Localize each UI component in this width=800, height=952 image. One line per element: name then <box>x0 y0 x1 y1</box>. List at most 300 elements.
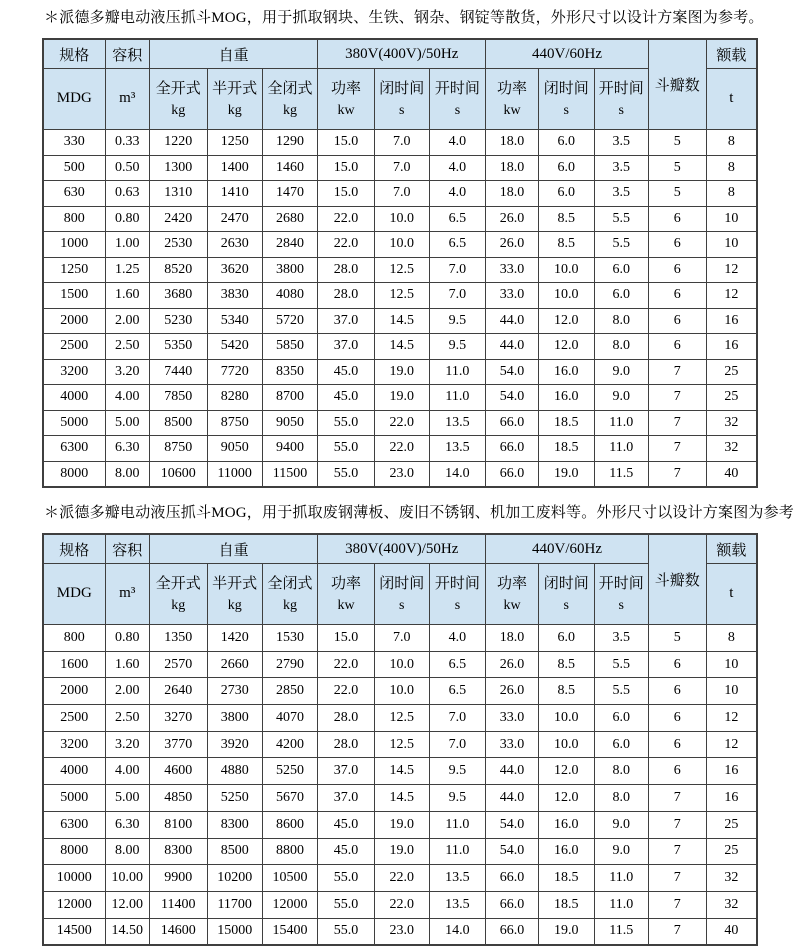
header-440v-60hz: 440V/60Hz <box>486 39 649 69</box>
table-cell: 5.5 <box>594 206 648 232</box>
table-cell: 10600 <box>149 461 207 487</box>
table-row <box>43 410 757 436</box>
table-cell: 26.0 <box>486 232 539 258</box>
table-cell: 5850 <box>262 334 318 360</box>
table-cell: 6.0 <box>538 130 594 156</box>
table-cell: 18.5 <box>538 436 594 462</box>
table-cell: 1300 <box>149 155 207 181</box>
table-cell: 12000 <box>43 891 105 918</box>
table-cell: 0.80 <box>105 625 149 652</box>
table-cell: 12.5 <box>374 257 429 283</box>
table-cell: 15000 <box>207 918 262 945</box>
table-cell: 45.0 <box>318 811 374 838</box>
table-cell: 4.0 <box>429 130 485 156</box>
table-cell: 11.0 <box>594 436 648 462</box>
table-cell: 66.0 <box>486 865 539 892</box>
table-cell: 15.0 <box>318 181 374 207</box>
table-cell: 40 <box>706 461 757 487</box>
header-full-open: 全开式 kg <box>149 564 207 625</box>
table-cell: 2.00 <box>105 308 149 334</box>
table-cell: 66.0 <box>486 410 539 436</box>
table-cell: 4.00 <box>105 758 149 785</box>
table-cell: 7 <box>648 359 706 385</box>
table-cell: 9.5 <box>429 334 485 360</box>
table-cell: 6.0 <box>538 625 594 652</box>
table-body <box>43 625 757 946</box>
table-cell: 4.0 <box>429 181 485 207</box>
table-cell: 18.0 <box>486 625 539 652</box>
header-spec: 规格 <box>43 534 105 564</box>
table-cell: 13.5 <box>429 865 485 892</box>
header-petal-count: 斗瓣数 <box>648 39 706 130</box>
table-cell: 54.0 <box>486 838 539 865</box>
table-cell: 14.0 <box>429 461 485 487</box>
table-cell: 8.5 <box>538 232 594 258</box>
table-cell: 12.0 <box>538 334 594 360</box>
header-capacity: 容积 <box>105 39 149 69</box>
table-cell: 6 <box>648 705 706 732</box>
table-cell: 6 <box>648 308 706 334</box>
table-cell: 55.0 <box>318 865 374 892</box>
table-cell: 14.5 <box>374 785 429 812</box>
table-cell: 6 <box>648 651 706 678</box>
table-cell: 7.0 <box>374 155 429 181</box>
table-cell: 11500 <box>262 461 318 487</box>
table-cell: 7 <box>648 865 706 892</box>
table-cell: 10500 <box>262 865 318 892</box>
table-cell: 11700 <box>207 891 262 918</box>
table-cell: 3270 <box>149 705 207 732</box>
header-power-60: 功率 kw <box>486 69 539 130</box>
table-row <box>43 918 757 945</box>
table-cell: 500 <box>43 155 105 181</box>
table-cell: 12 <box>706 731 757 758</box>
table-cell: 28.0 <box>318 257 374 283</box>
table-cell: 9.0 <box>594 385 648 411</box>
table-cell: 1470 <box>262 181 318 207</box>
header-close-time-60: 闭时间 s <box>538 69 594 130</box>
table-cell: 18.0 <box>486 130 539 156</box>
table-cell: 13.5 <box>429 891 485 918</box>
table-cell: 4.00 <box>105 385 149 411</box>
table-cell: 5.00 <box>105 785 149 812</box>
table-cell: 15.0 <box>318 625 374 652</box>
table-cell: 7850 <box>149 385 207 411</box>
table-cell: 6 <box>648 232 706 258</box>
table-cell: 5.5 <box>594 678 648 705</box>
table-cell: 6.30 <box>105 811 149 838</box>
table-cell: 12.5 <box>374 731 429 758</box>
table-cell: 8500 <box>149 410 207 436</box>
table-cell: 54.0 <box>486 359 539 385</box>
table-cell: 6 <box>648 758 706 785</box>
table-cell: 2640 <box>149 678 207 705</box>
table-cell: 8.0 <box>594 758 648 785</box>
product-section-scrap-steel <box>42 503 795 946</box>
table-cell: 22.0 <box>318 206 374 232</box>
table-cell: 5 <box>648 155 706 181</box>
spec-table-scrap-steel <box>42 533 758 946</box>
table-cell: 2850 <box>262 678 318 705</box>
table-cell: 2.50 <box>105 334 149 360</box>
table-cell: 19.0 <box>374 359 429 385</box>
table-cell: 5250 <box>262 758 318 785</box>
table-cell: 5.00 <box>105 410 149 436</box>
table-cell: 6.0 <box>594 283 648 309</box>
table-header <box>43 534 757 625</box>
table-cell: 5350 <box>149 334 207 360</box>
table-cell: 2630 <box>207 232 262 258</box>
table-cell: 14600 <box>149 918 207 945</box>
table-cell: 6 <box>648 334 706 360</box>
table-cell: 5 <box>648 625 706 652</box>
header-close-time-50: 闭时间 s <box>374 69 429 130</box>
table-cell: 11.0 <box>594 891 648 918</box>
table-cell: 19.0 <box>374 385 429 411</box>
table-cell: 9.5 <box>429 758 485 785</box>
table-row <box>43 283 757 309</box>
table-cell: 10 <box>706 651 757 678</box>
table-cell: 1420 <box>207 625 262 652</box>
table-cell: 2.00 <box>105 678 149 705</box>
table-cell: 11.5 <box>594 918 648 945</box>
header-rated-load: 额载 <box>706 39 757 69</box>
table-cell: 32 <box>706 436 757 462</box>
table-cell: 1350 <box>149 625 207 652</box>
table-cell: 10.0 <box>374 232 429 258</box>
table-cell: 8.5 <box>538 678 594 705</box>
table-cell: 11.0 <box>429 385 485 411</box>
table-cell: 5340 <box>207 308 262 334</box>
table-cell: 8.0 <box>594 785 648 812</box>
table-cell: 8100 <box>149 811 207 838</box>
table-cell: 630 <box>43 181 105 207</box>
table-cell: 19.0 <box>538 918 594 945</box>
table-cell: 4000 <box>43 385 105 411</box>
table-cell: 16 <box>706 785 757 812</box>
table-cell: 10000 <box>43 865 105 892</box>
table-cell: 1.25 <box>105 257 149 283</box>
table-cell: 14.5 <box>374 308 429 334</box>
table-cell: 1600 <box>43 651 105 678</box>
table-cell: 7720 <box>207 359 262 385</box>
table-cell: 12.5 <box>374 283 429 309</box>
table-cell: 10.0 <box>374 206 429 232</box>
table-cell: 1250 <box>207 130 262 156</box>
table-cell: 8 <box>706 625 757 652</box>
table-cell: 28.0 <box>318 283 374 309</box>
table-cell: 11.0 <box>594 865 648 892</box>
table-cell: 55.0 <box>318 461 374 487</box>
table-cell: 23.0 <box>374 918 429 945</box>
table-cell: 7 <box>648 918 706 945</box>
table-cell: 7 <box>648 410 706 436</box>
table-cell: 6 <box>648 206 706 232</box>
table-cell: 8700 <box>262 385 318 411</box>
header-open-time-50: 开时间 s <box>429 564 485 625</box>
table-cell: 2.50 <box>105 705 149 732</box>
table-cell: 66.0 <box>486 891 539 918</box>
table-cell: 18.0 <box>486 181 539 207</box>
table-cell: 2790 <box>262 651 318 678</box>
table-cell: 22.0 <box>374 865 429 892</box>
header-440v-60hz: 440V/60Hz <box>486 534 649 564</box>
table-cell: 7.0 <box>374 130 429 156</box>
table-cell: 9.0 <box>594 811 648 838</box>
table-cell: 16.0 <box>538 838 594 865</box>
table-cell: 22.0 <box>374 436 429 462</box>
table-cell: 7440 <box>149 359 207 385</box>
table-cell: 3770 <box>149 731 207 758</box>
table-cell: 10.0 <box>374 651 429 678</box>
table-cell: 11.5 <box>594 461 648 487</box>
table-cell: 5000 <box>43 410 105 436</box>
table-cell: 33.0 <box>486 257 539 283</box>
table-cell: 26.0 <box>486 678 539 705</box>
table-cell: 18.0 <box>486 155 539 181</box>
table-cell: 16.0 <box>538 811 594 838</box>
table-cell: 3.20 <box>105 359 149 385</box>
table-cell: 9.0 <box>594 359 648 385</box>
table-cell: 3.5 <box>594 155 648 181</box>
table-cell: 8600 <box>262 811 318 838</box>
section-caption: ＊派德多瓣电动液压抓斗MOG，用于抓取废钢薄板、废旧不锈钢、机加工废料等。外形尺寸以设计方案图为参考 <box>44 505 795 521</box>
table-cell: 10 <box>706 206 757 232</box>
table-cell: 9.0 <box>594 838 648 865</box>
table-cell: 7.0 <box>374 181 429 207</box>
table-cell: 3.5 <box>594 625 648 652</box>
table-row <box>43 232 757 258</box>
table-cell: 2660 <box>207 651 262 678</box>
table-cell: 6.5 <box>429 678 485 705</box>
table-cell: 12 <box>706 283 757 309</box>
table-cell: 12.00 <box>105 891 149 918</box>
table-cell: 8.0 <box>594 308 648 334</box>
header-load-unit: t <box>706 69 757 130</box>
table-cell: 2500 <box>43 705 105 732</box>
header-power-50: 功率 kw <box>318 69 374 130</box>
table-row <box>43 811 757 838</box>
table-cell: 18.5 <box>538 865 594 892</box>
table-cell: 7.0 <box>429 731 485 758</box>
table-row <box>43 758 757 785</box>
table-cell: 8.5 <box>538 206 594 232</box>
table-cell: 2500 <box>43 334 105 360</box>
table-cell: 8000 <box>43 461 105 487</box>
table-cell: 3680 <box>149 283 207 309</box>
table-cell: 7 <box>648 461 706 487</box>
table-cell: 10 <box>706 678 757 705</box>
table-cell: 1220 <box>149 130 207 156</box>
table-cell: 37.0 <box>318 758 374 785</box>
table-cell: 6 <box>648 257 706 283</box>
table-cell: 7 <box>648 436 706 462</box>
table-cell: 26.0 <box>486 206 539 232</box>
table-cell: 3920 <box>207 731 262 758</box>
table-row <box>43 155 757 181</box>
table-cell: 32 <box>706 891 757 918</box>
table-cell: 7 <box>648 811 706 838</box>
table-cell: 5 <box>648 181 706 207</box>
table-cell: 11400 <box>149 891 207 918</box>
table-cell: 10.0 <box>538 283 594 309</box>
table-cell: 10200 <box>207 865 262 892</box>
table-cell: 32 <box>706 865 757 892</box>
table-cell: 1500 <box>43 283 105 309</box>
table-cell: 4.0 <box>429 155 485 181</box>
table-cell: 8.5 <box>538 651 594 678</box>
table-cell: 15.0 <box>318 155 374 181</box>
table-cell: 4.0 <box>429 625 485 652</box>
table-cell: 33.0 <box>486 731 539 758</box>
table-cell: 19.0 <box>374 838 429 865</box>
table-cell: 25 <box>706 359 757 385</box>
header-power-50: 功率 kw <box>318 564 374 625</box>
table-cell: 22.0 <box>318 678 374 705</box>
table-cell: 1410 <box>207 181 262 207</box>
table-row <box>43 436 757 462</box>
table-cell: 7 <box>648 385 706 411</box>
table-cell: 25 <box>706 811 757 838</box>
table-cell: 2530 <box>149 232 207 258</box>
table-cell: 5230 <box>149 308 207 334</box>
table-cell: 5.5 <box>594 651 648 678</box>
table-cell: 6 <box>648 283 706 309</box>
header-capacity-unit: m³ <box>105 564 149 625</box>
table-cell: 16.0 <box>538 385 594 411</box>
table-cell: 4850 <box>149 785 207 812</box>
table-row <box>43 785 757 812</box>
header-petal-count: 斗瓣数 <box>648 534 706 625</box>
table-cell: 8.00 <box>105 461 149 487</box>
table-cell: 55.0 <box>318 410 374 436</box>
table-cell: 4600 <box>149 758 207 785</box>
table-cell: 55.0 <box>318 918 374 945</box>
table-cell: 7 <box>648 838 706 865</box>
table-cell: 12.5 <box>374 705 429 732</box>
table-cell: 7.0 <box>429 257 485 283</box>
table-cell: 330 <box>43 130 105 156</box>
header-380v-50hz: 380V(400V)/50Hz <box>318 534 486 564</box>
header-close-time-50: 闭时间 s <box>374 564 429 625</box>
table-cell: 6 <box>648 731 706 758</box>
table-cell: 16 <box>706 334 757 360</box>
table-cell: 2470 <box>207 206 262 232</box>
table-cell: 33.0 <box>486 283 539 309</box>
table-cell: 44.0 <box>486 308 539 334</box>
table-cell: 45.0 <box>318 838 374 865</box>
table-cell: 4200 <box>262 731 318 758</box>
table-cell: 6.5 <box>429 206 485 232</box>
table-row <box>43 181 757 207</box>
table-cell: 5670 <box>262 785 318 812</box>
table-cell: 44.0 <box>486 758 539 785</box>
table-cell: 6300 <box>43 811 105 838</box>
header-group-row <box>43 534 757 564</box>
table-cell: 12 <box>706 257 757 283</box>
table-cell: 6.5 <box>429 232 485 258</box>
header-capacity: 容积 <box>105 534 149 564</box>
table-cell: 37.0 <box>318 785 374 812</box>
table-cell: 4080 <box>262 283 318 309</box>
section-caption: ＊派德多瓣电动液压抓斗MOG，用于抓取钢块、生铁、钢杂、钢锭等散货，外形尺寸以设计方案图为参考。 <box>44 10 764 26</box>
table-cell: 66.0 <box>486 461 539 487</box>
table-cell: 14.5 <box>374 334 429 360</box>
table-body <box>43 130 757 488</box>
table-row <box>43 838 757 865</box>
table-cell: 2000 <box>43 678 105 705</box>
table-cell: 7 <box>648 785 706 812</box>
table-cell: 11.0 <box>429 811 485 838</box>
table-cell: 8 <box>706 181 757 207</box>
table-cell: 32 <box>706 410 757 436</box>
header-model: MDG <box>43 69 105 130</box>
table-cell: 6 <box>648 678 706 705</box>
table-cell: 5720 <box>262 308 318 334</box>
table-cell: 22.0 <box>374 891 429 918</box>
table-cell: 8350 <box>262 359 318 385</box>
table-cell: 8 <box>706 130 757 156</box>
table-cell: 22.0 <box>318 651 374 678</box>
table-cell: 3.5 <box>594 130 648 156</box>
table-row <box>43 651 757 678</box>
table-cell: 15400 <box>262 918 318 945</box>
table-cell: 10.00 <box>105 865 149 892</box>
table-cell: 3200 <box>43 359 105 385</box>
table-cell: 8300 <box>149 838 207 865</box>
table-cell: 6.5 <box>429 651 485 678</box>
header-group-row <box>43 39 757 69</box>
table-cell: 8520 <box>149 257 207 283</box>
table-cell: 8.0 <box>594 334 648 360</box>
table-cell: 28.0 <box>318 705 374 732</box>
header-open-time-60: 开时间 s <box>594 564 648 625</box>
table-row <box>43 731 757 758</box>
table-cell: 1460 <box>262 155 318 181</box>
table-cell: 3800 <box>207 705 262 732</box>
header-deadweight: 自重 <box>149 534 317 564</box>
table-cell: 16 <box>706 758 757 785</box>
table-cell: 12.0 <box>538 308 594 334</box>
table-row <box>43 865 757 892</box>
header-half-open: 半开式 kg <box>207 564 262 625</box>
table-cell: 22.0 <box>374 410 429 436</box>
table-cell: 1000 <box>43 232 105 258</box>
table-cell: 7.0 <box>429 283 485 309</box>
table-cell: 37.0 <box>318 308 374 334</box>
table-cell: 3800 <box>262 257 318 283</box>
table-cell: 0.50 <box>105 155 149 181</box>
table-cell: 1530 <box>262 625 318 652</box>
table-cell: 14500 <box>43 918 105 945</box>
table-cell: 8500 <box>207 838 262 865</box>
table-cell: 18.5 <box>538 891 594 918</box>
table-cell: 54.0 <box>486 811 539 838</box>
header-rated-load: 额载 <box>706 534 757 564</box>
table-row <box>43 334 757 360</box>
table-cell: 10.0 <box>374 678 429 705</box>
table-cell: 55.0 <box>318 891 374 918</box>
table-cell: 5250 <box>207 785 262 812</box>
table-cell: 2000 <box>43 308 105 334</box>
header-open-time-50: 开时间 s <box>429 69 485 130</box>
table-cell: 0.63 <box>105 181 149 207</box>
table-cell: 1400 <box>207 155 262 181</box>
table-cell: 3830 <box>207 283 262 309</box>
table-cell: 45.0 <box>318 359 374 385</box>
header-spec: 规格 <box>43 39 105 69</box>
table-cell: 15.0 <box>318 130 374 156</box>
